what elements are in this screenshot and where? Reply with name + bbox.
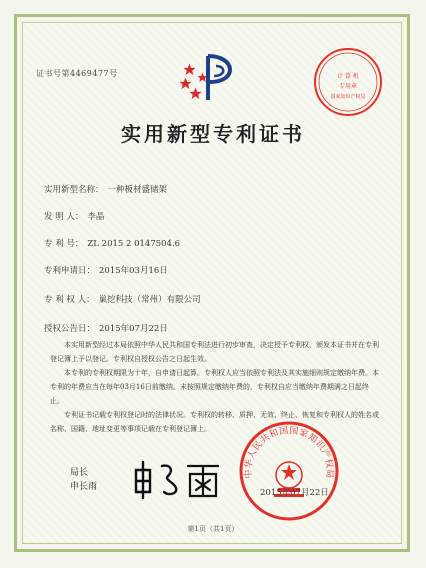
- signature-block: [70, 466, 97, 494]
- patent-number-label: 专 利 号：: [44, 239, 84, 249]
- small-seal-line-1: 计 算 机: [337, 73, 359, 80]
- handwritten-signature: [130, 456, 226, 502]
- body-paragraph-2: 本专利的专利权期限为十年，自申请日起算。专利权人应当依照专利法及其实施细则规定缴纳年费。本专利的年费应当在每年03月16日前缴纳。未按照规定缴纳年费的，专利权自应当缴纳年费期满之日起终止。: [50, 369, 379, 405]
- filing-date-value: 2015年03月16日: [99, 266, 168, 276]
- inventor-label: 发 明 人：: [44, 212, 84, 222]
- signatory-title: 局长: [70, 468, 89, 478]
- patentee-label: 专 利 权 人：: [44, 295, 95, 305]
- patentee-value: 巢挖科技（常州）有限公司: [98, 295, 201, 305]
- utility-model-name-value: 一种板材盛储架: [107, 185, 168, 195]
- grant-date-row: [44, 322, 168, 334]
- small-seal-line-2: 专用章: [338, 83, 358, 90]
- body-paragraph-3: 专利证书记载专利权登记时的法律状况。专利权的转移、质押、无效、终止、恢复和专利权人的姓名或名称、国籍、地址变更等事项记载在专利登记簿上。: [50, 411, 379, 433]
- grant-date-label: 授权公告日：: [44, 324, 96, 334]
- small-red-seal-icon: [312, 46, 384, 118]
- patent-number-value: ZL 2015 2 0147504.6: [87, 239, 181, 249]
- grant-date-value: 2015年07月22日: [99, 324, 168, 334]
- patent-number-row: [44, 237, 180, 249]
- inventor-row: [44, 210, 104, 222]
- seal-arc-text: 中华人民共和国国家知识产权局: [243, 426, 335, 479]
- page-title: 实用新型专利证书: [121, 122, 305, 146]
- patentee-row: [44, 293, 201, 305]
- official-red-seal-icon: [238, 420, 340, 522]
- signatory-name: 申长雨: [70, 482, 98, 492]
- small-seal-line-3: 国家知识产权局: [330, 94, 366, 100]
- body-paragraph-1: 本实用新型经过本局依照中华人民共和国专利法进行初步审查，决定授予专利权，颁发本证书并在专利登记簿上予以登记。专利权自授权公告之日起生效。: [50, 341, 379, 363]
- patent-office-emblem-icon: [178, 52, 250, 104]
- filing-date-row: [44, 264, 168, 276]
- inventor-value: 李晶: [87, 212, 105, 222]
- certificate-number: 证书号第4469477号: [36, 69, 118, 78]
- page-indicator: 第1页（共1页）: [187, 525, 239, 533]
- issue-date: 2015年07月22日: [260, 488, 329, 498]
- filing-date-label: 专利申请日：: [44, 266, 96, 276]
- utility-model-name-row: [44, 183, 167, 195]
- utility-model-name-label: 实用新型名称：: [44, 185, 104, 195]
